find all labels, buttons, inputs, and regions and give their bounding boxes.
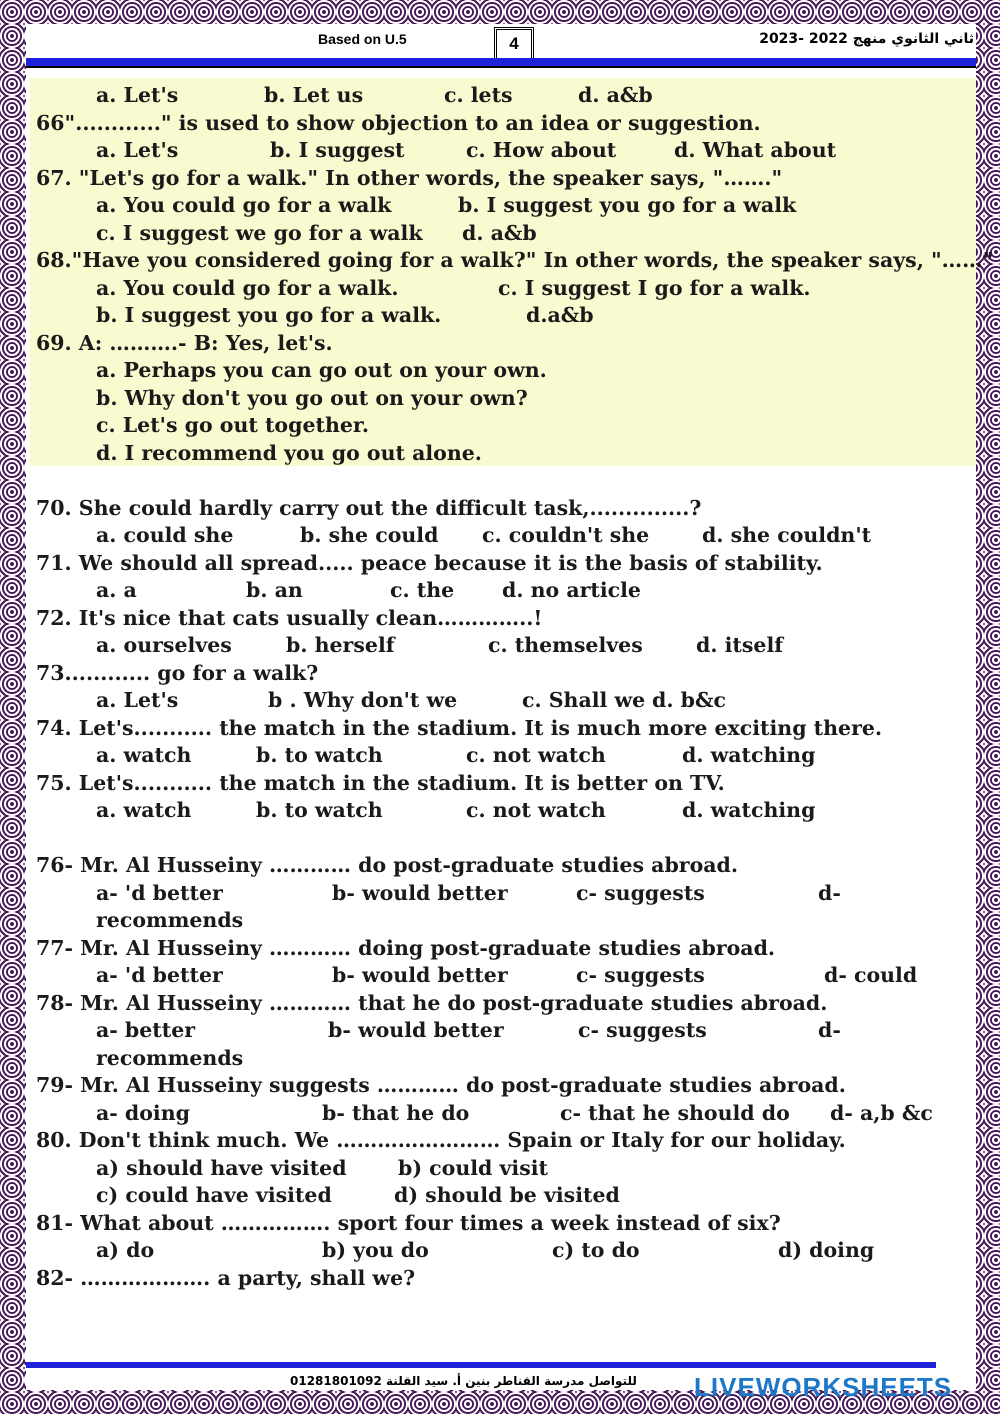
options-row <box>36 220 966 248</box>
answer-option[interactable]: b. herself <box>286 633 395 657</box>
answer-option[interactable]: b. I suggest <box>270 138 405 162</box>
questions-list <box>36 82 994 1292</box>
options-row <box>36 687 966 715</box>
liveworksheets-logo: LIVEWORKSHEETS <box>694 1372 953 1402</box>
answer-option[interactable]: b . Why don't we <box>268 688 458 712</box>
question-text: 75. Let's........... the match in the stadium. It is better on TV. <box>36 770 725 795</box>
answer-option[interactable]: a. ourselves <box>96 633 232 657</box>
question-text: 66"............" is used to show objection to an idea or suggestion. <box>36 110 761 135</box>
blank-line <box>36 467 966 495</box>
options-row <box>36 1045 966 1073</box>
answer-option[interactable]: d) should be visited <box>394 1183 620 1207</box>
answer-option[interactable]: c. Shall we <box>522 688 646 712</box>
answer-option[interactable]: a. watch <box>96 743 192 767</box>
question-text: 74. Let's........... the match in the stadium. It is much more exciting there. <box>36 715 883 740</box>
answer-option[interactable]: c- suggests <box>576 963 705 987</box>
answer-option[interactable]: d. a&b <box>462 220 537 245</box>
footer-rule <box>26 1362 936 1368</box>
answer-option[interactable]: d. watching <box>682 798 816 822</box>
blank-line <box>36 825 966 853</box>
options-row <box>36 577 966 605</box>
question-text: 78- Mr. Al Husseiny ………… that he do post-graduate studies abroad. <box>36 990 828 1015</box>
answer-option[interactable]: c. I suggest we go for a walk <box>96 220 423 245</box>
answer-option[interactable]: b. to watch <box>256 798 383 822</box>
unit-label: Based on U.5 <box>318 31 407 47</box>
options-row <box>36 357 966 385</box>
answer-option[interactable]: recommends <box>96 908 244 932</box>
answer-option[interactable]: b- would better <box>328 1018 504 1042</box>
answer-option[interactable]: d- <box>818 1018 841 1042</box>
answer-option[interactable]: c) could have visited <box>96 1183 332 1207</box>
question-text: 79- Mr. Al Husseiny suggests ………… do post-graduate studies abroad. <box>36 1073 846 1097</box>
question-text: 73............ go for a walk? <box>36 660 319 685</box>
answer-option[interactable]: d) doing <box>778 1238 875 1262</box>
answer-option[interactable]: d. watching <box>682 743 816 767</box>
answer-option[interactable]: b) could visit <box>398 1155 548 1180</box>
answer-option[interactable]: b- would better <box>332 963 508 987</box>
options-row <box>36 880 966 908</box>
answer-option[interactable]: b. Why don't you go out on your own? <box>96 385 528 410</box>
answer-option[interactable]: b- would better <box>332 880 508 905</box>
answer-option[interactable]: c. How about <box>466 138 617 162</box>
answer-option[interactable]: a. Perhaps you can go out on your own. <box>96 358 547 382</box>
answer-option[interactable]: a. You could go for a walk <box>96 193 392 217</box>
answer-option[interactable]: c) to do <box>552 1238 640 1262</box>
answer-option[interactable]: d- <box>818 880 841 905</box>
question-text: 72. It's nice that cats usually clean…………..! <box>36 605 543 630</box>
answer-option[interactable]: a. a <box>96 578 137 602</box>
answer-option[interactable]: d. she couldn't <box>702 523 872 547</box>
answer-option[interactable]: recommends <box>96 1045 244 1070</box>
answer-option[interactable]: c. lets <box>444 83 513 107</box>
question-text: 67. "Let's go for a walk." In other words, the speaker says, "……." <box>36 165 783 190</box>
options-row <box>36 907 966 935</box>
answer-option[interactable]: c. themselves <box>488 633 643 657</box>
options-row <box>36 1182 966 1210</box>
answer-option[interactable]: c- suggests <box>576 880 705 905</box>
options-row <box>36 632 966 660</box>
answer-option[interactable]: d. itself <box>696 633 784 657</box>
options-row <box>36 412 966 440</box>
answer-option[interactable]: a. could she <box>96 523 234 547</box>
answer-option[interactable]: c- suggests <box>578 1018 707 1042</box>
answer-option[interactable]: b. she could <box>300 523 439 547</box>
answer-option[interactable]: a. You could go for a walk. <box>96 275 399 300</box>
answer-option[interactable]: a- doing <box>96 1100 190 1125</box>
answer-option[interactable]: c- that he should do <box>560 1100 790 1125</box>
question-text: 76- Mr. Al Husseiny ………… do post-graduate studies abroad. <box>36 853 739 877</box>
options-row <box>36 797 966 825</box>
answer-option[interactable]: a. Let's <box>96 83 179 107</box>
answer-option[interactable]: c. I suggest I go for a walk. <box>498 275 811 300</box>
answer-option[interactable]: a) should have visited <box>96 1155 347 1180</box>
answer-option[interactable]: d. What about <box>674 138 837 162</box>
answer-option[interactable]: b. I suggest you go for a walk <box>458 193 797 217</box>
answer-option[interactable]: b- that he do <box>322 1100 470 1125</box>
question-text: 69. A: ……….- B: Yes, let's. <box>36 330 333 355</box>
answer-option[interactable]: b. an <box>246 578 303 602</box>
question-text: 81- What about ……………. sport four times a week instead of six? <box>36 1210 781 1235</box>
answer-option[interactable]: d.a&b <box>526 303 594 327</box>
answer-option[interactable]: c. not watch <box>466 743 606 767</box>
answer-option[interactable]: a. Let's <box>96 138 179 162</box>
options-row <box>36 385 966 413</box>
answer-option[interactable]: d- a,b &c <box>830 1100 933 1125</box>
answer-option[interactable]: a- better <box>96 1018 196 1042</box>
answer-option[interactable]: a) do <box>96 1238 155 1262</box>
answer-option[interactable]: c. the <box>390 578 455 602</box>
answer-option[interactable]: d. b&c <box>652 688 726 712</box>
answer-option[interactable]: a- 'd better <box>96 880 223 905</box>
options-row <box>36 962 966 990</box>
options-row <box>36 302 966 330</box>
answer-option[interactable]: b) you do <box>322 1238 429 1262</box>
answer-option[interactable]: a- 'd better <box>96 963 223 987</box>
options-row <box>36 82 966 110</box>
answer-option[interactable]: b. I suggest you go for a walk. <box>96 303 442 327</box>
arabic-title: ثاني الثانوي منهج 2022 -2023 <box>759 31 974 47</box>
options-row <box>36 1155 966 1183</box>
answer-option[interactable]: a. watch <box>96 798 192 822</box>
options-row <box>36 742 966 770</box>
answer-option[interactable]: c. couldn't she <box>482 523 650 547</box>
options-row <box>36 522 966 550</box>
options-row <box>36 192 966 220</box>
page-number: 4 <box>494 27 534 61</box>
footer-contact: 01281801092 للتواصل مدرسة القناطر بنين أ. سيد القلنة <box>290 1374 637 1388</box>
options-row <box>36 1100 966 1128</box>
header-rule <box>26 58 976 66</box>
question-text: 77- Mr. Al Husseiny ………… doing post-graduate studies abroad. <box>36 935 776 960</box>
question-text: 70. She could hardly carry out the difficult task,..............? <box>36 495 702 520</box>
answer-option[interactable]: d- could <box>824 963 918 987</box>
options-row <box>36 440 966 468</box>
answer-option[interactable]: b. Let us <box>264 83 364 107</box>
question-text: 80. Don't think much. We …………………… Spain or Italy for our holiday. <box>36 1128 846 1152</box>
answer-option[interactable]: d. I recommend you go out alone. <box>96 440 482 465</box>
answer-option[interactable]: d. a&b <box>578 83 653 107</box>
options-row <box>36 275 966 303</box>
options-row <box>36 1017 966 1045</box>
answer-option[interactable]: c. not watch <box>466 798 606 822</box>
answer-option[interactable]: b. to watch <box>256 743 383 767</box>
options-row <box>36 1237 966 1265</box>
question-text: 68."Have you considered going for a walk?" In other words, the speaker says, "……" <box>36 248 994 272</box>
answer-option[interactable]: d. no article <box>502 578 641 602</box>
question-text: 71. We should all spread..... peace because it is the basis of stability. <box>36 550 823 575</box>
header-thin-rule <box>26 66 976 68</box>
answer-option[interactable]: c. Let's go out together. <box>96 413 369 437</box>
question-text: 82- ………………. a party, shall we? <box>36 1265 416 1290</box>
options-row <box>36 137 966 165</box>
answer-option[interactable]: a. Let's <box>96 688 179 712</box>
